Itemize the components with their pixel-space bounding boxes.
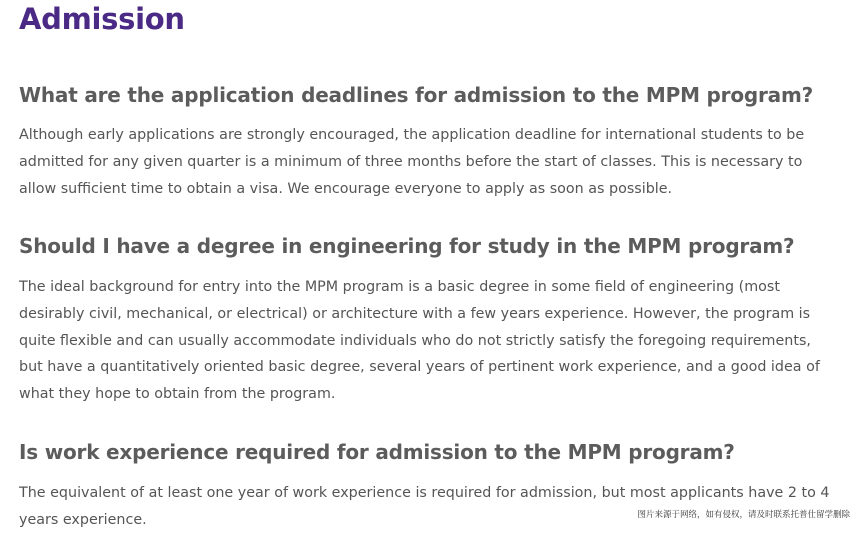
faq-answer-engineering-degree: The ideal background for entry into the MPM program is a basic degree in some field of engineering (most desirably civil, mechanical, or electrical) or architecture with a few years experience. However, the program is quite flexible and can usually accommodate individuals who do not strictly satisfy the foregoing requirements, but have a quantitatively oriented basic degree, several years of pertinent work experience, and a good idea of what they hope to obtain from the program.	[19, 279, 820, 403]
faq-question-engineering-degree: Should I have a degree in engineering for study in the MPM program?	[19, 234, 795, 258]
faq-question-deadlines: What are the application deadlines for admission to the MPM program?	[19, 83, 813, 107]
faq-question-work-experience: Is work experience required for admission to the MPM program?	[19, 440, 735, 464]
faq-answer-deadlines: Although early applications are strongly encouraged, the application deadline for international students to be admitted for any given quarter is a minimum of three months before the start of classes. This is necessary to allow sufficient time to obtain a visa. We encourage everyone to apply as soon as possible.	[19, 127, 805, 197]
faq-answer-work-experience: The equivalent of at least one year of work experience is required for admission, but most applicants have 2 to 4 years experience.	[19, 485, 830, 528]
page-title: Admission	[19, 2, 185, 36]
image-source-watermark: 图片来源于网络，如有侵权，请及时联系托普仕留学删除	[635, 507, 852, 523]
